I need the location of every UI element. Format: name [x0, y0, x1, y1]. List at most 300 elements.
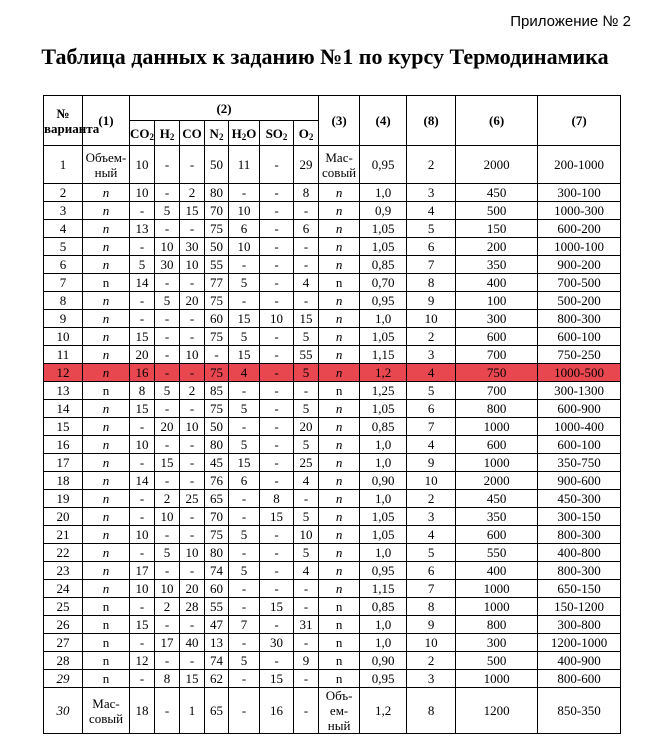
header-col-3: (3): [319, 96, 360, 146]
cell-gas-5: 10: [260, 310, 294, 328]
cell-gas-1: -: [155, 652, 180, 670]
cell-gas-0: 8: [130, 382, 155, 400]
cell-gas-2: -: [180, 310, 205, 328]
cell-gas-0: 10: [130, 580, 155, 598]
cell-col-6: 300: [456, 634, 538, 652]
cell-col-8: 5: [407, 382, 456, 400]
cell-col-6: 1000: [456, 454, 538, 472]
cell-gas-4: -: [229, 382, 260, 400]
cell-col-8: 9: [407, 292, 456, 310]
cell-col-7: 900-200: [538, 256, 621, 274]
cell-gas-2: 15: [180, 670, 205, 688]
cell-gas-0: 15: [130, 616, 155, 634]
cell-gas-1: 10: [155, 238, 180, 256]
cell-col-6: 300: [456, 310, 538, 328]
cell-gas-2: 20: [180, 292, 205, 310]
cell-col-6: 400: [456, 274, 538, 292]
cell-col-7: 300-800: [538, 616, 621, 634]
cell-col-1: n: [83, 544, 130, 562]
cell-gas-3: 75: [205, 292, 229, 310]
cell-col-7: 300-100: [538, 184, 621, 202]
cell-gas-0: -: [130, 634, 155, 652]
cell-gas-0: 15: [130, 328, 155, 346]
cell-gas-2: -: [180, 364, 205, 382]
table-row: [44, 202, 621, 220]
cell-gas-4: 6: [229, 472, 260, 490]
cell-variant: 14: [44, 400, 83, 418]
gas-formula-subscript: 2: [169, 131, 175, 142]
cell-col-3: n: [319, 292, 360, 310]
cell-col-4: 0,95: [360, 562, 407, 580]
cell-gas-5: -: [260, 544, 294, 562]
cell-col-7: 1200-1000: [538, 634, 621, 652]
table-row: [44, 436, 621, 454]
cell-col-1: n: [83, 526, 130, 544]
cell-col-7: 1000-300: [538, 202, 621, 220]
cell-gas-1: 5: [155, 202, 180, 220]
cell-gas-6: 4: [294, 472, 319, 490]
cell-gas-2: -: [180, 562, 205, 580]
cell-col-3: n: [319, 616, 360, 634]
cell-col-3: n: [319, 328, 360, 346]
cell-col-8: 4: [407, 202, 456, 220]
cell-col-7: 700-500: [538, 274, 621, 292]
cell-gas-0: -: [130, 454, 155, 472]
table-row: [44, 670, 621, 688]
cell-col-7: 600-100: [538, 436, 621, 454]
table-row: [44, 616, 621, 634]
cell-col-8: 6: [407, 238, 456, 256]
cell-gas-5: -: [260, 146, 294, 184]
table-row: [44, 418, 621, 436]
cell-col-4: 1,2: [360, 688, 407, 734]
cell-gas-0: 18: [130, 688, 155, 734]
header-gas-4: [229, 121, 260, 146]
cell-col-6: 600: [456, 436, 538, 454]
cell-gas-1: -: [155, 400, 180, 418]
cell-gas-3: 47: [205, 616, 229, 634]
cell-gas-3: 65: [205, 490, 229, 508]
cell-gas-6: -: [294, 292, 319, 310]
cell-gas-0: 13: [130, 220, 155, 238]
cell-gas-3: 70: [205, 508, 229, 526]
cell-col-7: 800-300: [538, 310, 621, 328]
cell-col-4: 1,05: [360, 508, 407, 526]
table-row: [44, 634, 621, 652]
cell-gas-2: -: [180, 220, 205, 238]
cell-col-6: 550: [456, 544, 538, 562]
cell-gas-1: -: [155, 562, 180, 580]
cell-gas-5: -: [260, 418, 294, 436]
cell-col-8: 10: [407, 310, 456, 328]
cell-variant: 16: [44, 436, 83, 454]
cell-col-3: n: [319, 220, 360, 238]
cell-variant: 27: [44, 634, 83, 652]
cell-col-1: n: [83, 238, 130, 256]
cell-col-4: 1,05: [360, 220, 407, 238]
cell-gas-4: -: [229, 184, 260, 202]
cell-col-8: 9: [407, 454, 456, 472]
header-gas-6: [294, 121, 319, 146]
cell-col-8: 10: [407, 634, 456, 652]
cell-variant: 25: [44, 598, 83, 616]
cell-col-8: 4: [407, 436, 456, 454]
table-row: [44, 544, 621, 562]
cell-gas-4: 10: [229, 202, 260, 220]
cell-col-1: n: [83, 400, 130, 418]
cell-col-3: n: [319, 184, 360, 202]
cell-col-4: 0,90: [360, 472, 407, 490]
cell-gas-0: 10: [130, 526, 155, 544]
table-row: [44, 454, 621, 472]
cell-col-6: 700: [456, 382, 538, 400]
cell-gas-4: -: [229, 688, 260, 734]
table-row: [44, 146, 621, 184]
cell-col-6: 200: [456, 238, 538, 256]
table-row: [44, 274, 621, 292]
cell-gas-0: -: [130, 202, 155, 220]
cell-gas-1: 30: [155, 256, 180, 274]
cell-gas-0: 20: [130, 346, 155, 364]
cell-gas-6: 55: [294, 346, 319, 364]
cell-gas-0: -: [130, 490, 155, 508]
cell-col-7: 800-300: [538, 562, 621, 580]
table-row: [44, 328, 621, 346]
cell-gas-0: 17: [130, 562, 155, 580]
cell-col-8: 4: [407, 526, 456, 544]
cell-variant: 26: [44, 616, 83, 634]
cell-gas-0: -: [130, 670, 155, 688]
gas-formula-tail: O: [246, 125, 257, 141]
cell-col-8: 6: [407, 562, 456, 580]
cell-col-7: 600-200: [538, 220, 621, 238]
cell-col-6: 350: [456, 256, 538, 274]
cell-variant: 23: [44, 562, 83, 580]
cell-col-6: 450: [456, 490, 538, 508]
cell-gas-4: 5: [229, 436, 260, 454]
cell-gas-1: -: [155, 526, 180, 544]
cell-gas-2: 30: [180, 238, 205, 256]
table-row: [44, 472, 621, 490]
cell-col-4: 1,0: [360, 634, 407, 652]
cell-col-3: n: [319, 598, 360, 616]
cell-variant: 21: [44, 526, 83, 544]
cell-gas-1: -: [155, 346, 180, 364]
cell-gas-0: 14: [130, 274, 155, 292]
cell-gas-4: 10: [229, 238, 260, 256]
header-col-2: (2): [130, 96, 319, 121]
cell-gas-0: -: [130, 418, 155, 436]
cell-gas-5: -: [260, 526, 294, 544]
cell-gas-3: 74: [205, 562, 229, 580]
cell-gas-3: 45: [205, 454, 229, 472]
cell-col-4: 1,0: [360, 454, 407, 472]
cell-gas-5: -: [260, 580, 294, 598]
cell-col-7: 1000-100: [538, 238, 621, 256]
cell-gas-2: 40: [180, 634, 205, 652]
cell-gas-4: 15: [229, 346, 260, 364]
cell-col-4: 1,15: [360, 346, 407, 364]
cell-col-1: n: [83, 418, 130, 436]
cell-gas-2: 28: [180, 598, 205, 616]
cell-gas-2: -: [180, 526, 205, 544]
cell-col-4: 0,85: [360, 256, 407, 274]
cell-gas-4: 5: [229, 562, 260, 580]
cell-gas-6: 5: [294, 328, 319, 346]
cell-col-6: 800: [456, 616, 538, 634]
cell-variant: 24: [44, 580, 83, 598]
cell-variant: 15: [44, 418, 83, 436]
cell-gas-3: 75: [205, 526, 229, 544]
cell-col-6: 600: [456, 328, 538, 346]
cell-col-6: 500: [456, 202, 538, 220]
cell-gas-1: 15: [155, 454, 180, 472]
cell-gas-6: 20: [294, 418, 319, 436]
cell-gas-5: -: [260, 274, 294, 292]
cell-gas-1: -: [155, 616, 180, 634]
cell-col-3: n: [319, 580, 360, 598]
cell-gas-4: -: [229, 598, 260, 616]
cell-col-3: n: [319, 562, 360, 580]
cell-col-6: 600: [456, 526, 538, 544]
table-row: [44, 382, 621, 400]
cell-col-3: n: [319, 382, 360, 400]
cell-col-4: 1,0: [360, 544, 407, 562]
gas-formula-base: H: [159, 125, 170, 141]
cell-col-4: 1,05: [360, 238, 407, 256]
cell-col-4: 1,0: [360, 490, 407, 508]
table-row: [44, 184, 621, 202]
cell-gas-5: 16: [260, 688, 294, 734]
cell-gas-5: 8: [260, 490, 294, 508]
cell-gas-2: -: [180, 328, 205, 346]
cell-gas-1: 2: [155, 490, 180, 508]
cell-gas-1: 2: [155, 598, 180, 616]
cell-variant: 1: [44, 146, 83, 184]
cell-col-3: n: [319, 670, 360, 688]
cell-gas-4: 5: [229, 526, 260, 544]
cell-col-7: 1000-400: [538, 418, 621, 436]
cell-gas-0: -: [130, 292, 155, 310]
cell-gas-6: -: [294, 382, 319, 400]
cell-gas-0: 10: [130, 146, 155, 184]
cell-gas-6: -: [294, 670, 319, 688]
cell-gas-1: -: [155, 328, 180, 346]
cell-gas-5: 15: [260, 598, 294, 616]
cell-col-6: 500: [456, 652, 538, 670]
cell-gas-3: 65: [205, 688, 229, 734]
cell-col-3: Объ-ем-ный: [319, 688, 360, 734]
header-variant: № варианта: [44, 96, 83, 146]
cell-col-7: 300-150: [538, 508, 621, 526]
cell-col-8: 7: [407, 580, 456, 598]
cell-col-8: 10: [407, 472, 456, 490]
cell-col-1: n: [83, 616, 130, 634]
cell-gas-2: -: [180, 454, 205, 472]
cell-col-3: n: [319, 472, 360, 490]
cell-gas-3: 50: [205, 238, 229, 256]
cell-col-3: n: [319, 490, 360, 508]
cell-variant: 9: [44, 310, 83, 328]
cell-col-1: n: [83, 274, 130, 292]
cell-col-6: 450: [456, 184, 538, 202]
cell-variant: 20: [44, 508, 83, 526]
cell-gas-4: -: [229, 670, 260, 688]
table-row: [44, 526, 621, 544]
cell-variant: 28: [44, 652, 83, 670]
cell-col-3: n: [319, 202, 360, 220]
cell-variant: 18: [44, 472, 83, 490]
gas-formula-subscript: 2: [282, 131, 288, 142]
cell-gas-1: -: [155, 310, 180, 328]
cell-gas-5: -: [260, 220, 294, 238]
cell-col-1: n: [83, 508, 130, 526]
cell-col-3: n: [319, 256, 360, 274]
table-row: [44, 238, 621, 256]
cell-gas-2: 20: [180, 580, 205, 598]
cell-variant: 2: [44, 184, 83, 202]
cell-gas-2: 10: [180, 544, 205, 562]
cell-variant: 17: [44, 454, 83, 472]
cell-col-7: 800-300: [538, 526, 621, 544]
cell-gas-1: -: [155, 274, 180, 292]
cell-col-7: 800-600: [538, 670, 621, 688]
table-row: [44, 580, 621, 598]
cell-gas-4: -: [229, 508, 260, 526]
header-gas-2: [180, 121, 205, 146]
cell-gas-1: -: [155, 220, 180, 238]
cell-col-3: n: [319, 418, 360, 436]
cell-gas-6: 8: [294, 184, 319, 202]
page-title: Таблица данных к заданию №1 по курсу Термодинамика: [41, 44, 609, 69]
cell-col-4: 0,95: [360, 146, 407, 184]
cell-col-6: 400: [456, 562, 538, 580]
cell-gas-3: 60: [205, 310, 229, 328]
cell-gas-3: 77: [205, 274, 229, 292]
cell-col-8: 7: [407, 418, 456, 436]
gas-formula-base: CO: [182, 125, 202, 141]
cell-gas-6: 6: [294, 220, 319, 238]
header-col-7: (7): [538, 96, 621, 146]
cell-gas-0: 10: [130, 436, 155, 454]
cell-gas-5: 15: [260, 670, 294, 688]
cell-col-1: n: [83, 382, 130, 400]
cell-col-1: n: [83, 634, 130, 652]
cell-gas-1: 5: [155, 544, 180, 562]
cell-gas-0: 15: [130, 400, 155, 418]
cell-gas-0: -: [130, 508, 155, 526]
cell-gas-4: 5: [229, 652, 260, 670]
gas-formula-base: CO: [130, 125, 150, 141]
cell-col-8: 5: [407, 220, 456, 238]
cell-col-4: 1,25: [360, 382, 407, 400]
cell-col-8: 7: [407, 256, 456, 274]
cell-gas-4: 6: [229, 220, 260, 238]
cell-gas-3: 75: [205, 364, 229, 382]
cell-gas-3: 55: [205, 256, 229, 274]
cell-col-7: 150-1200: [538, 598, 621, 616]
cell-gas-2: -: [180, 400, 205, 418]
cell-gas-1: -: [155, 472, 180, 490]
cell-col-1: n: [83, 202, 130, 220]
cell-gas-1: 10: [155, 580, 180, 598]
header-col-1: (1): [83, 96, 130, 146]
cell-gas-2: -: [180, 436, 205, 454]
cell-col-6: 800: [456, 400, 538, 418]
cell-col-8: 2: [407, 490, 456, 508]
cell-gas-3: 60: [205, 580, 229, 598]
table-row: [44, 598, 621, 616]
cell-gas-6: 29: [294, 146, 319, 184]
gas-formula-base: N: [209, 125, 219, 141]
table-row: [44, 292, 621, 310]
cell-col-7: 1000-500: [538, 364, 621, 382]
cell-col-3: n: [319, 310, 360, 328]
cell-variant: 8: [44, 292, 83, 310]
cell-gas-6: 10: [294, 526, 319, 544]
header-gas-1: [155, 121, 180, 146]
cell-col-7: 650-150: [538, 580, 621, 598]
cell-gas-1: 8: [155, 670, 180, 688]
cell-variant: 22: [44, 544, 83, 562]
table-row: [44, 508, 621, 526]
cell-col-4: 1,05: [360, 400, 407, 418]
cell-col-3: n: [319, 238, 360, 256]
cell-gas-6: 31: [294, 616, 319, 634]
cell-col-4: 1,0: [360, 184, 407, 202]
cell-variant: 29: [44, 670, 83, 688]
cell-gas-2: -: [180, 508, 205, 526]
cell-gas-0: 10: [130, 184, 155, 202]
cell-variant: 12: [44, 364, 83, 382]
cell-col-4: 0,70: [360, 274, 407, 292]
data-table: [43, 95, 621, 734]
table-row: [44, 688, 621, 734]
cell-col-4: 0,9: [360, 202, 407, 220]
appendix-label: Приложение № 2: [510, 13, 631, 30]
cell-col-8: 8: [407, 688, 456, 734]
cell-col-7: 400-800: [538, 544, 621, 562]
cell-col-3: n: [319, 508, 360, 526]
cell-gas-0: 5: [130, 256, 155, 274]
cell-gas-5: -: [260, 292, 294, 310]
cell-col-1: n: [83, 580, 130, 598]
cell-col-1: n: [83, 472, 130, 490]
cell-variant: 7: [44, 274, 83, 292]
cell-col-3: Мас-совый: [319, 146, 360, 184]
cell-gas-4: 15: [229, 454, 260, 472]
cell-gas-4: -: [229, 580, 260, 598]
cell-gas-3: 80: [205, 544, 229, 562]
cell-gas-6: 25: [294, 454, 319, 472]
cell-col-1: n: [83, 670, 130, 688]
cell-gas-1: -: [155, 436, 180, 454]
cell-gas-1: -: [155, 688, 180, 734]
cell-col-6: 2000: [456, 472, 538, 490]
cell-col-6: 700: [456, 346, 538, 364]
cell-gas-2: 15: [180, 202, 205, 220]
cell-gas-4: -: [229, 490, 260, 508]
cell-col-6: 750: [456, 364, 538, 382]
cell-gas-0: 14: [130, 472, 155, 490]
cell-gas-3: -: [205, 346, 229, 364]
cell-gas-6: 5: [294, 508, 319, 526]
cell-col-1: n: [83, 364, 130, 382]
cell-col-4: 1,05: [360, 526, 407, 544]
cell-gas-6: -: [294, 688, 319, 734]
cell-gas-1: 5: [155, 292, 180, 310]
cell-col-6: 1000: [456, 418, 538, 436]
